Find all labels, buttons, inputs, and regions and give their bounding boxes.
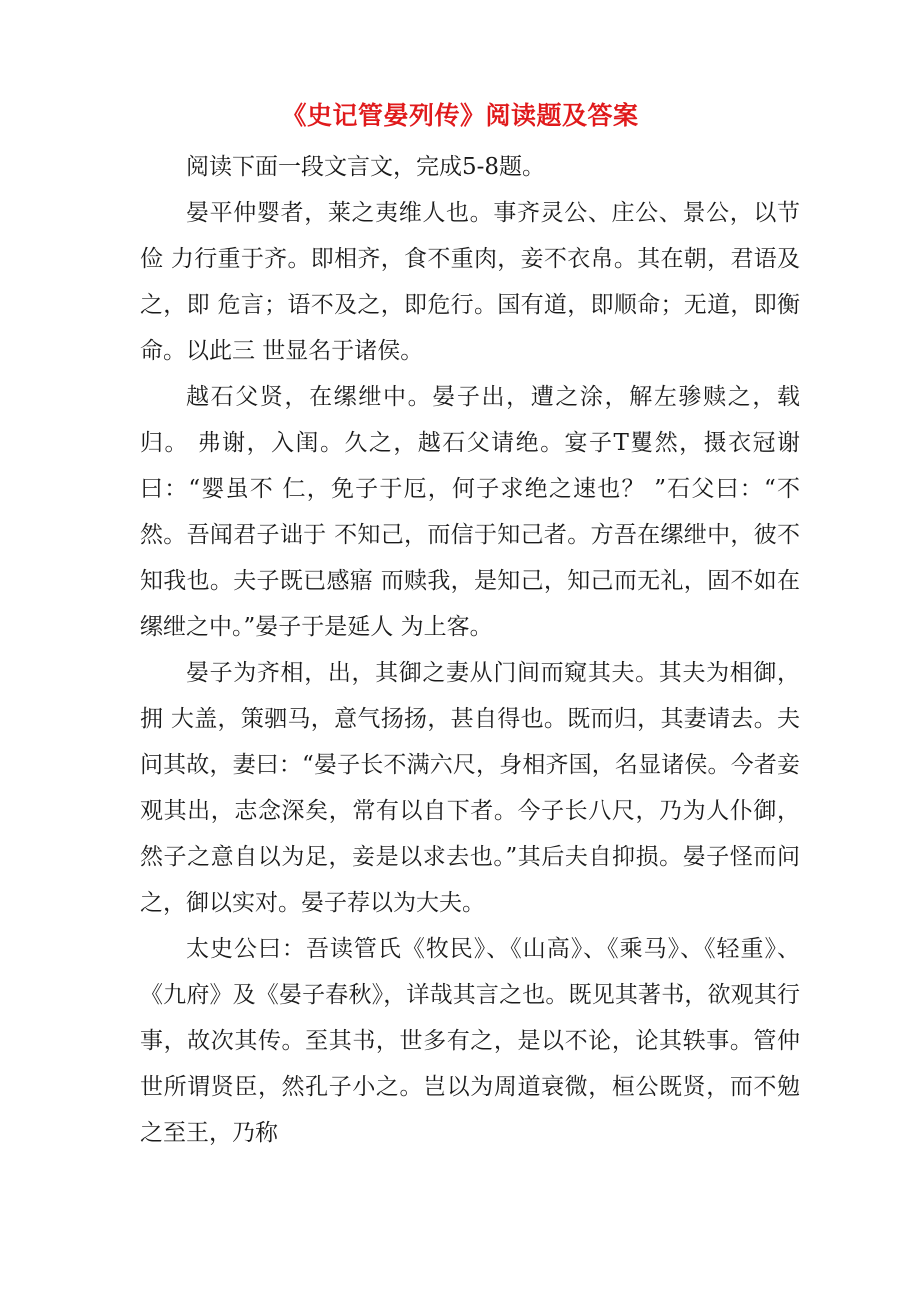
paragraph-charioteer-wife: 晏子为齐相，出，其御之妻从门间而窥其夫。其夫为相御，拥 大盖，策驷马，意气扬扬，甚自得也。既而归，其妻请去。夫问其故，妻曰：“晏子长不满六尺，身相齐国，名显诸侯。今者妾观其出，志念深矣，常有以自下者。今子长八尺，乃为人仆御，然子之意自以为足，妾是以求去也。”其后夫自抑损。晏子怪而问之，御以实对。晏子荐以为大夫。 bbox=[140, 660, 800, 916]
paragraph-yue-shifu: 越石父贤，在缧绁中。晏子出，遭之涂，解左骖赎之，载归。 弗谢，入闺。久之，越石父请绝。宴子T矍然，摄衣冠谢曰：“婴虽不 仁，免子于厄，何子求绝之速也？ ”石父曰：“不然。吾闻君子诎于 不知己，而信于知己者。方吾在缧绁中，彼不知我也。夫子既已感寤 而赎我，是知己，知己而无礼，固不如在缧绁之中。”晏子于是延人 为上客。 bbox=[140, 384, 800, 640]
document-title: 《史记管晏列传》阅读题及答案 bbox=[281, 101, 639, 130]
paragraph-taishigong: 太史公曰：吾读管氏《牧民》、《山高》、《乘马》、《轻重》、《九府》及《晏子春秋》，详哉其言之也。既见其著书，欲观其行事，故次其传。至其书，世多有之，是以不论，论其轶事。管仲世所谓贤臣，然孔子小之。岂以为周道衰微，桓公既贤，而不勉之至王，乃称 bbox=[140, 936, 800, 1146]
instruction-paragraph: 阅读下面一段文言文，完成5-8题。 bbox=[186, 154, 546, 180]
paragraph-yan-pingzhong: 晏平仲婴者，莱之夷维人也。事齐灵公、庄公、景公，以节俭 力行重于齐。即相齐，食不重肉，妾不衣帛。其在朝，君语及之，即 危言；语不及之，即危行。国有道，即顺命；无道，即衡命。以此三 世显名于诸侯。 bbox=[140, 200, 800, 364]
document-body bbox=[140, 144, 800, 1156]
